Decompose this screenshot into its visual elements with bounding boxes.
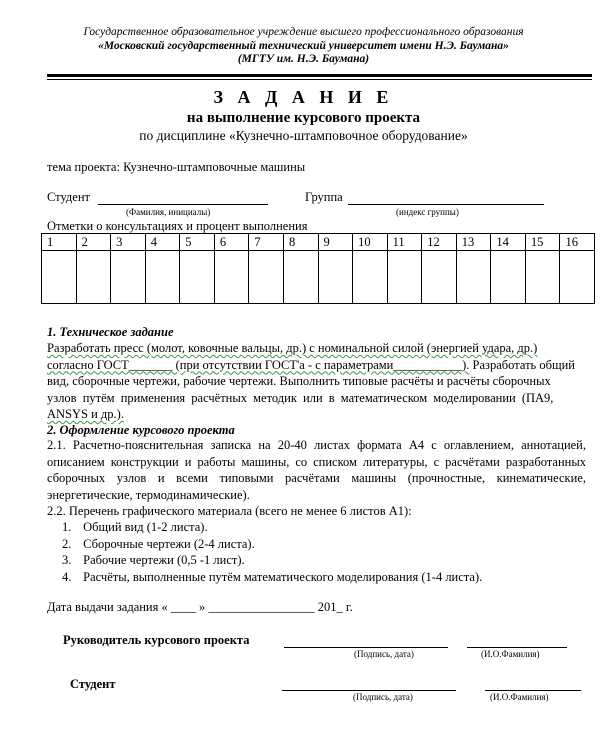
section2-heading: 2. Оформление курсового проекта xyxy=(47,423,235,437)
page-title: З А Д А Н И Е xyxy=(213,87,394,107)
list-item: 1. Общий вид (1-2 листа). xyxy=(62,520,208,534)
consultations-marks-row xyxy=(42,251,595,304)
list-item: 4. Расчёты, выполненные путём математического моделирования (1-4 листа). xyxy=(62,569,483,584)
consultations-table xyxy=(41,233,595,304)
consultation-col-9: 9 xyxy=(318,234,353,251)
consultation-col-10: 10 xyxy=(353,234,388,251)
group-index-hint: (индекс группы) xyxy=(396,207,459,217)
student-signature-label: Студент xyxy=(70,677,116,691)
consultation-cell[interactable] xyxy=(180,251,215,304)
consultation-cell[interactable] xyxy=(353,251,388,304)
consultation-col-4: 4 xyxy=(145,234,180,251)
consultation-cell[interactable] xyxy=(42,251,77,304)
header-rule-thick xyxy=(47,74,592,77)
issue-date-line: Дата выдачи задания « ____ » _________________ 201_ г. xyxy=(47,600,353,614)
section1-line3: вид, сборочные чертежи, рабочие чертежи. Выполнить типовые расчёты и расчёты сборочных xyxy=(47,374,551,388)
consultation-col-11: 11 xyxy=(387,234,422,251)
group-index-field[interactable] xyxy=(348,204,544,205)
list-item: 3. Рабочие чертежи (0,5 -1 лист). xyxy=(62,553,245,567)
consultation-cell[interactable] xyxy=(560,251,595,304)
list-item: 2. Сборочные чертежи (2-4 листа). xyxy=(62,536,255,551)
student-fullname-hint: (И.О.Фамилия) xyxy=(490,692,549,702)
header-rule-thin xyxy=(47,79,592,80)
consultation-cell[interactable] xyxy=(283,251,318,304)
consultation-col-6: 6 xyxy=(214,234,249,251)
consultation-col-14: 14 xyxy=(491,234,526,251)
consultation-cell[interactable] xyxy=(249,251,284,304)
consultation-cell[interactable] xyxy=(387,251,422,304)
consultation-cell[interactable] xyxy=(111,251,146,304)
student-signature-hint: (Подпись, дата) xyxy=(353,692,413,702)
consultation-cell[interactable] xyxy=(491,251,526,304)
student-fullname-field[interactable] xyxy=(485,690,581,691)
supervisor-signature-field[interactable] xyxy=(284,647,448,648)
consultations-header-row xyxy=(42,234,595,251)
section1-line4: узлов путём применения расчётных методик или в математическом моделировании (ПА9, xyxy=(47,390,554,405)
section2-item-2-2: 2.2. Перечень графического материала (всего не менее 6 листов А1): xyxy=(47,504,412,518)
section2-item-2-1: 2.1. Расчетно-пояснительная записка на 20-40 листах формата А4 с оглавлением, аннотацией, описанием конструкции и работы машины, со списком литературы, с расчётами разработанных сборочных узлов и всеми типовыми расчётами машины (прочностные, кинематические, энергетические, термодинамические). xyxy=(47,438,586,502)
consultation-col-5: 5 xyxy=(180,234,215,251)
student-name-field[interactable] xyxy=(98,204,268,205)
consultation-col-12: 12 xyxy=(422,234,457,251)
consultation-col-8: 8 xyxy=(283,234,318,251)
section1-text xyxy=(47,340,586,423)
discipline-line: по дисциплине «Кузнечно-штамповочное оборудование» xyxy=(139,128,468,143)
university-abbr: (МГТУ им. Н.Э. Баумана) xyxy=(237,53,370,65)
consultation-col-2: 2 xyxy=(76,234,111,251)
student-label: Студент xyxy=(47,190,90,204)
group-label: Группа xyxy=(305,190,343,204)
consultation-cell[interactable] xyxy=(214,251,249,304)
consultation-col-13: 13 xyxy=(456,234,491,251)
section1-line2b: Разработать общий xyxy=(469,357,575,372)
supervisor-signature-hint: (Подпись, дата) xyxy=(354,649,414,659)
consultations-label: Отметки о консультациях и процент выполнения xyxy=(47,219,308,233)
student-name-hint: (Фамилия, инициалы) xyxy=(126,207,211,217)
project-topic: тема проекта: Кузнечно-штамповочные машины xyxy=(47,160,306,174)
consultation-col-15: 15 xyxy=(525,234,560,251)
supervisor-name-hint: (И.О.Фамилия) xyxy=(481,649,540,659)
consultation-cell[interactable] xyxy=(76,251,111,304)
supervisor-name-field[interactable] xyxy=(467,647,567,648)
consultation-cell[interactable] xyxy=(318,251,353,304)
consultation-col-1: 1 xyxy=(42,234,77,251)
consultation-col-7: 7 xyxy=(249,234,284,251)
graphic-materials-list xyxy=(62,519,482,585)
consultation-col-3: 3 xyxy=(111,234,146,251)
section1-heading: 1. Техническое задание xyxy=(47,325,174,339)
section1-line5: ANSYS и др.). xyxy=(47,407,124,421)
consultation-cell[interactable] xyxy=(525,251,560,304)
supervisor-label: Руководитель курсового проекта xyxy=(63,633,250,647)
university-name: «Московский государственный технический университет имени Н.Э. Баумана» xyxy=(98,40,509,52)
consultation-cell[interactable] xyxy=(145,251,180,304)
consultation-col-16: 16 xyxy=(560,234,595,251)
section1-line1: Разработать пресс (молот, ковочные вальцы, др.) с номинальной силой (энергией удара, др.) xyxy=(47,341,538,355)
institution-line: Государственное образовательное учреждение высшего профессионального образования xyxy=(83,26,524,38)
consultation-cell[interactable] xyxy=(422,251,457,304)
section1-line2a: согласно ГОСТ_______ (при отсутствии ГОСТ'а - с параметрами___________). xyxy=(47,357,470,372)
consultation-cell[interactable] xyxy=(456,251,491,304)
student-signature-field[interactable] xyxy=(282,690,456,691)
page-subtitle: на выполнение курсового проекта xyxy=(186,110,421,126)
